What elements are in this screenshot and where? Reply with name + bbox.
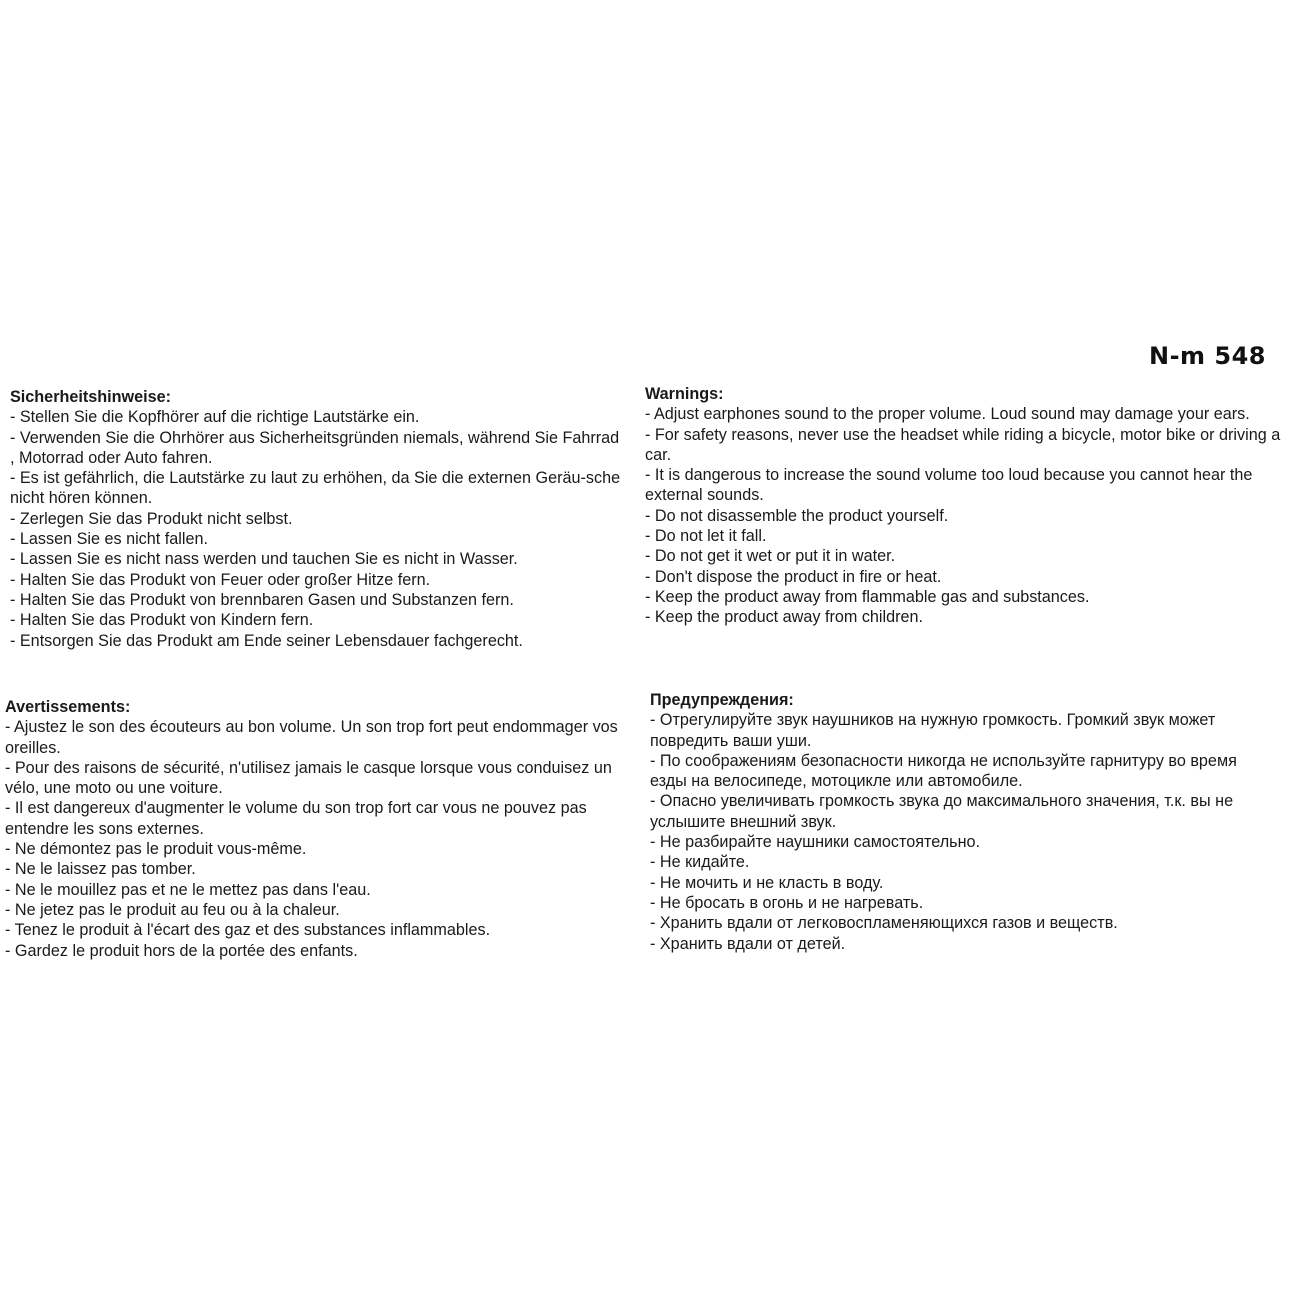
- list-item: - It is dangerous to increase the sound volume too loud because you cannot hear the external sounds.: [645, 466, 1253, 505]
- list-item: - Хранить вдали от детей.: [650, 934, 846, 953]
- warning-list: [5, 717, 630, 961]
- list-item: - Хранить вдали от легковоспламеняющихся газов и веществ.: [650, 914, 1118, 933]
- list-item: - Halten Sie das Produkt von Feuer oder großer Hitze fern.: [10, 570, 431, 589]
- list-item: - По соображениям безопасности никогда не используйте гарнитуру во время езды на велосипеде, мотоцикле или автомобиле.: [650, 751, 1237, 791]
- list-item: - Halten Sie das Produkt von brennbaren Gasen und Substanzen fern.: [10, 590, 514, 609]
- list-item: - Lassen Sie es nicht nass werden und tauchen Sie es nicht in Wasser.: [10, 550, 518, 569]
- warning-list: [650, 710, 1275, 954]
- section-heading: Sicherheitshinweise:: [10, 388, 172, 406]
- list-item: - Entsorgen Sie das Produkt am Ende seiner Lebensdauer fachgerecht.: [10, 631, 523, 650]
- list-item: - Halten Sie das Produkt von Kindern fern.: [10, 611, 314, 630]
- list-item: - Ajustez le son des écouteurs au bon volume. Un son trop fort peut endommager vos oreilles.: [5, 718, 618, 757]
- list-item: - Don't dispose the product in fire or heat.: [645, 567, 942, 586]
- list-item: - Ne le laissez pas tomber.: [5, 860, 196, 879]
- list-item: - Pour des raisons de sécurité, n'utilisez jamais le casque lorsque vous conduisez un vélo, une moto ou une voiture.: [5, 758, 612, 798]
- list-item: - Verwenden Sie die Ohrhörer aus Sicherheitsgründen niemals, während Sie Fahrrad , Motorrad oder Auto fahren.: [10, 428, 620, 467]
- section-french: [5, 697, 630, 961]
- section-german: [10, 387, 622, 651]
- list-item: - Не мочить и не класть в воду.: [650, 873, 884, 892]
- list-item: - Stellen Sie die Kopfhörer auf die richtige Lautstärke ein.: [10, 408, 420, 427]
- list-item: - Do not let it fall.: [645, 527, 767, 546]
- list-item: - Keep the product away from flammable gas and substances.: [645, 587, 1090, 606]
- list-item: - Опасно увеличивать громкость звука до максимального значения, т.к. вы не услышите внешний звук.: [650, 792, 1234, 831]
- list-item: - Не бросать в огонь и не нагревать.: [650, 893, 924, 912]
- list-item: - Il est dangereux d'augmenter le volume du son trop fort car vous ne pouvez pas entendre les sons externes.: [5, 799, 587, 838]
- list-item: - Do not get it wet or put it in water.: [645, 547, 896, 566]
- list-item: - Не кидайте.: [650, 853, 750, 872]
- list-item: - Es ist gefährlich, die Lautstärke zu laut zu erhöhen, da Sie die externen Geräu-sche nicht hören können.: [10, 469, 621, 508]
- list-item: - For safety reasons, never use the headset while riding a bicycle, motor bike or driving a car.: [645, 425, 1281, 464]
- list-item: - Keep the product away from children.: [645, 608, 924, 627]
- list-item: - Tenez le produit à l'écart des gaz et des substances inflammables.: [5, 921, 491, 940]
- list-item: - Do not disassemble the product yourself.: [645, 506, 949, 525]
- list-item: - Adjust earphones sound to the proper volume. Loud sound may damage your ears.: [645, 405, 1250, 424]
- warning-list: [645, 404, 1290, 627]
- list-item: - Zerlegen Sie das Produkt nicht selbst.: [10, 509, 293, 528]
- list-item: - Ne démontez pas le produit vous-même.: [5, 840, 307, 859]
- list-item: - Ne jetez pas le produit au feu ou à la chaleur.: [5, 900, 340, 919]
- section-russian: [650, 690, 1275, 954]
- list-item: - Ne le mouillez pas et ne le mettez pas dans l'eau.: [5, 880, 371, 899]
- section-heading: Avertissements:: [5, 698, 131, 716]
- section-english: [645, 384, 1290, 628]
- list-item: - Отрегулируйте звук наушников на нужную громкость. Громкий звук может повредить ваши уши.: [650, 711, 1216, 750]
- warning-list: [10, 407, 622, 651]
- list-item: - Lassen Sie es nicht fallen.: [10, 530, 208, 549]
- list-item: - Gardez le produit hors de la portée des enfants.: [5, 941, 358, 960]
- model-code: N-m 548: [1148, 342, 1266, 370]
- section-heading: Предупреждения:: [650, 691, 794, 709]
- section-heading: Warnings:: [645, 385, 724, 403]
- list-item: - Не разбирайте наушники самостоятельно.: [650, 833, 981, 852]
